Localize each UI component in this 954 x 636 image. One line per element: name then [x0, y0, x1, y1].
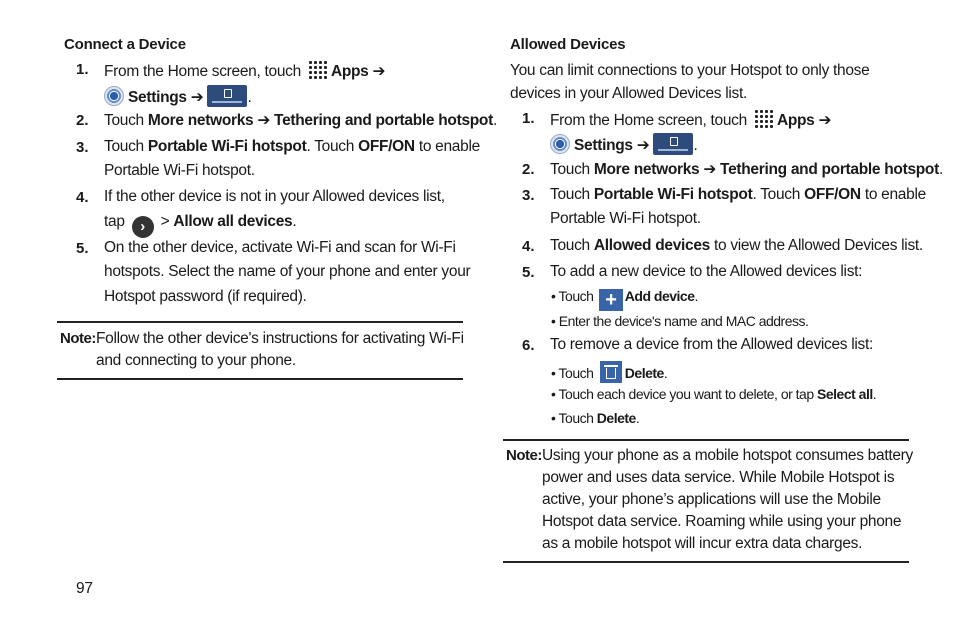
r-note-line-1: Using your phone as a mobile hotspot consumes battery — [542, 447, 913, 464]
delete-trash-icon — [600, 361, 622, 383]
r-step-3-line-2: Portable Wi-Fi hotspot. — [550, 210, 701, 227]
apps-grid-icon — [754, 109, 774, 129]
apps-grid-icon — [308, 60, 328, 80]
intro-line-1: You can limit connections to your Hotspot to only those — [510, 62, 870, 79]
step-3-line-1: Touch Portable Wi-Fi hotspot. Touch OFF/ON to enable — [104, 138, 480, 155]
r-step-2-line: Touch More networks ➔ Tethering and portable hotspot. — [550, 161, 943, 178]
r-note-bottom-rule — [503, 561, 909, 563]
note-bottom-rule — [57, 378, 463, 380]
step-number: 4. — [76, 189, 89, 206]
step-number: 6. — [522, 337, 535, 354]
step-number: 3. — [76, 139, 89, 156]
step-number: 2. — [76, 112, 89, 129]
r-note-line-5: as a mobile hotspot will incur extra data charges. — [542, 535, 863, 552]
r-step-1-line-2: Settings ➔ . — [550, 133, 697, 155]
step-number: 4. — [522, 238, 535, 255]
note-line-1: Follow the other device's instructions for activating Wi-Fi — [96, 330, 464, 347]
r-note-line-3: active, your phone’s applications will use the Mobile — [542, 491, 881, 508]
step-2-line: Touch More networks ➔ Tethering and portable hotspot. — [104, 112, 497, 129]
allowed-devices-heading: Allowed Devices — [510, 36, 626, 53]
step-number: 5. — [522, 264, 535, 281]
intro-line-2: devices in your Allowed Devices list. — [510, 85, 748, 102]
step-1-line-2: Settings ➔ . — [104, 85, 251, 107]
r-step-3-line-1: Touch Portable Wi-Fi hotspot. Touch OFF/ON to enable — [550, 186, 926, 203]
note-top-rule — [57, 321, 463, 323]
step-1-line-1: From the Home screen, touch Apps ➔ — [104, 60, 385, 81]
step-4-line-1: If the other device is not in your Allowed devices list, — [104, 188, 445, 205]
step-5-line-1: On the other device, activate Wi-Fi and scan for Wi-Fi — [104, 239, 456, 256]
step-5-line-3: Hotspot password (if required). — [104, 288, 307, 305]
note-label: Note: — [60, 330, 96, 347]
r-step-5-bullet-1: • Touch + Add device. — [551, 288, 698, 311]
r-note-line-4: Hotspot data service. Roaming while using your phone — [542, 513, 902, 530]
settings-gear-icon — [104, 86, 124, 106]
step-4-line-2: tap › > Allow all devices. — [104, 213, 296, 238]
settings-gear-icon — [550, 134, 570, 154]
page-number: 97 — [76, 580, 93, 597]
step-3-line-2: Portable Wi-Fi hotspot. — [104, 162, 255, 179]
step-number: 3. — [522, 187, 535, 204]
step-number: 1. — [522, 110, 535, 127]
connections-tab-icon — [207, 85, 247, 107]
connections-tab-icon — [653, 133, 693, 155]
r-step-5-bullet-2: • Enter the device's name and MAC address. — [551, 313, 809, 329]
add-plus-icon: + — [599, 289, 623, 311]
step-5-line-2: hotspots. Select the name of your phone and enter your — [104, 263, 471, 280]
r-note-top-rule — [503, 439, 909, 441]
r-step-6-bullet-3: • Touch Delete. — [551, 410, 640, 426]
r-step-6-bullet-2: • Touch each device you want to delete, or tap Select all. — [551, 386, 877, 402]
r-step-1-line-1: From the Home screen, touch Apps ➔ — [550, 109, 831, 130]
r-note-line-2: power and uses data service. While Mobile Hotspot is — [542, 469, 895, 486]
step-number: 5. — [76, 240, 89, 257]
note-line-2: and connecting to your phone. — [96, 352, 296, 369]
r-note-label: Note: — [506, 447, 542, 464]
more-options-chevron-icon: › — [132, 216, 154, 238]
r-step-4-line: Touch Allowed devices to view the Allowed Devices list. — [550, 237, 923, 254]
r-step-5-line: To add a new device to the Allowed devices list: — [550, 263, 863, 280]
r-step-6-line: To remove a device from the Allowed devices list: — [550, 336, 874, 353]
step-number: 2. — [522, 161, 535, 178]
connect-device-heading: Connect a Device — [64, 36, 186, 53]
r-step-6-bullet-1: • Touch Delete. — [551, 361, 667, 383]
step-number: 1. — [76, 61, 89, 78]
